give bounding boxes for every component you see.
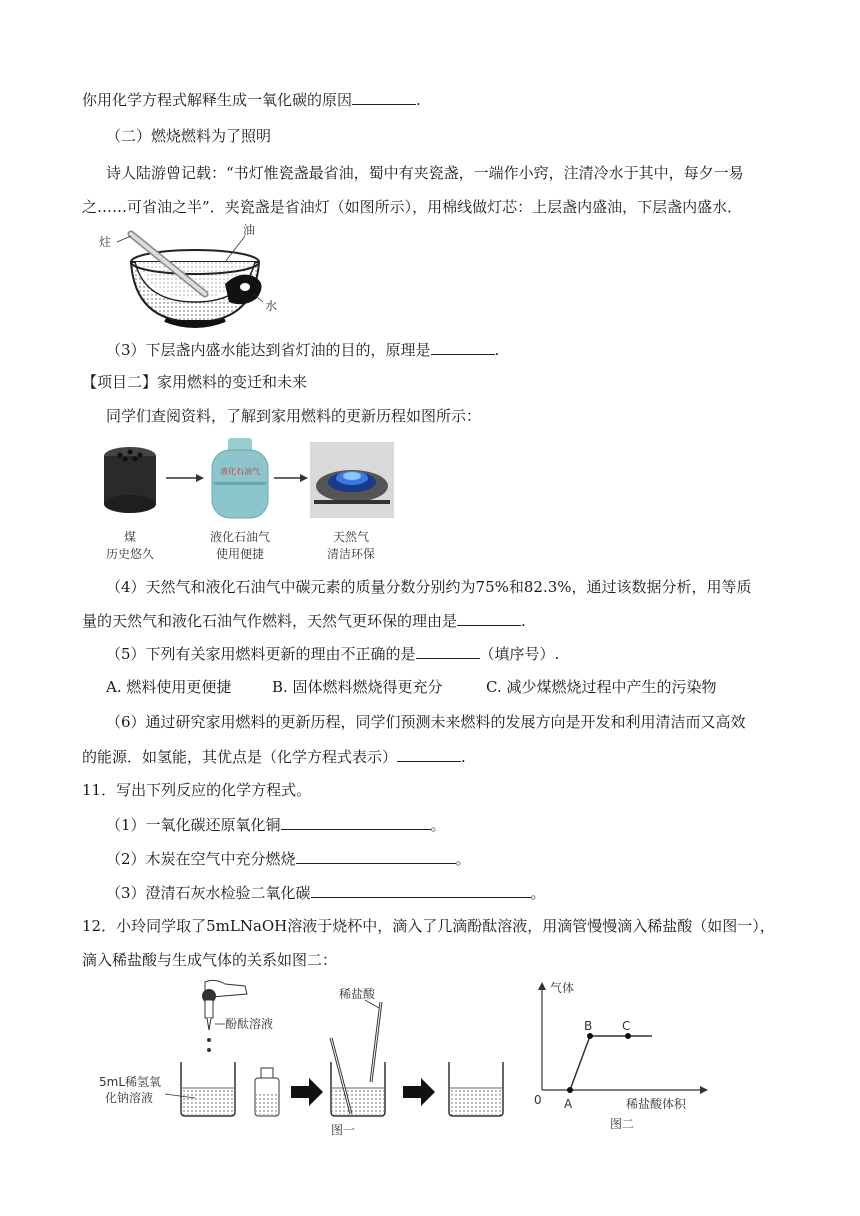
fuel-evolution-figure <box>100 438 400 522</box>
gas-stove-icon <box>310 442 394 518</box>
option-c[interactable]: C. 减少煤燃烧过程中产生的污染物 <box>486 678 717 696</box>
fuel-coal-label: 煤 历史悠久 <box>105 530 154 561</box>
project-2-desc: 同学们查阅资料，了解到家用燃料的更新历程如图所示： <box>106 407 482 425</box>
question-11-1: （1）一氧化碳还原氧化铜 。 <box>106 813 780 836</box>
point-a <box>567 1087 573 1093</box>
fuel-natural-gas-label: 天然气 清洁环保 <box>326 530 375 561</box>
question-5-options <box>106 676 780 698</box>
answer-blank[interactable] <box>416 642 480 659</box>
point-c <box>625 1033 631 1039</box>
answer-blank[interactable] <box>397 745 461 762</box>
label-naoh-line-1: 5mL稀氢氧 <box>99 1075 162 1089</box>
coal-icon <box>104 447 156 513</box>
label-naoh-line-2: 化钠溶液 <box>105 1091 154 1105</box>
poem-line-1: 诗人陆游曾记载：“书灯惟瓷盏最省油，蜀中有夹瓷盏，一端作小窍，注清冷水于其中，每夕一易 <box>106 164 744 182</box>
figure-2-caption: 图二 <box>610 1117 635 1131</box>
question-12-line-2: 滴入稀盐酸与生成气体的关系如图二： <box>82 951 338 969</box>
option-b[interactable]: B. 固体燃料燃烧得更充分 <box>272 678 443 696</box>
arrow-right-icon <box>403 1078 435 1106</box>
question-3: （3）下层盏内盛水能达到省灯油的目的，原理是 . <box>106 338 780 361</box>
label-hcl: 稀盐酸 <box>339 987 376 1001</box>
option-a[interactable]: A. 燃料使用更便捷 <box>106 678 232 696</box>
label-oil: 油 <box>243 223 256 237</box>
point-b <box>587 1033 593 1039</box>
origin-label: 0 <box>534 1093 542 1107</box>
figure-1-experiment <box>95 978 505 1138</box>
answer-blank[interactable] <box>296 847 456 864</box>
figure-1-caption: 图一 <box>331 1123 356 1137</box>
question-5: （5）下列有关家用燃料更新的理由不正确的是 （填序号）. <box>106 642 780 665</box>
answer-blank[interactable] <box>457 609 521 626</box>
answer-blank[interactable] <box>281 813 431 830</box>
y-axis-label: 气体 <box>550 981 575 995</box>
x-axis-label: 稀盐酸体积 <box>626 1097 687 1111</box>
answer-blank[interactable] <box>431 338 495 355</box>
section-heading: （二）燃烧燃料为了照明 <box>106 127 272 145</box>
figure-2-graph <box>530 978 710 1138</box>
gas-tank-icon <box>212 438 268 518</box>
text-line-1: 你用化学方程式解释生成一氧化碳的原因 . <box>82 88 780 111</box>
reagent-bottle-icon <box>255 1068 279 1116</box>
question-11-2: （2）木炭在空气中充分燃烧 。 <box>106 847 780 870</box>
label-water: 水 <box>265 299 278 313</box>
label-zhu: 炷 <box>99 235 112 249</box>
project-2-heading: 【项目二】家用燃料的变迁和未来 <box>82 373 308 391</box>
label-phenolphthalein: 酚酞溶液 <box>225 1017 274 1031</box>
gas-curve <box>570 1036 652 1090</box>
question-6-line-1: （6）通过研究家用燃料的更新历程，同学们预测未来燃料的发展方向是开发和利用清洁而又高效 <box>106 713 746 731</box>
beaker-1 <box>181 1062 235 1116</box>
poem-line-2: 之……可省油之半”．夹瓷盏是省油灯（如图所示），用棉线做灯芯：上层盏内盛油，下层盏内盛水． <box>82 198 743 216</box>
arrow-right-icon <box>291 1078 323 1106</box>
question-6-line-2: 的能源．如氢能，其优点是（化学方程式表示） . <box>82 745 780 768</box>
question-4-line-1: （4）天然气和液化石油气中碳元素的质量分数分别约为75%和82.3%，通过该数据分析，用等质 <box>106 578 752 596</box>
beaker-3 <box>449 1062 503 1116</box>
answer-blank[interactable] <box>352 88 416 105</box>
answer-blank[interactable] <box>311 881 531 898</box>
question-11: 11．写出下列反应的化学方程式。 <box>82 781 312 799</box>
fuel-lpg-label: 液化石油气 使用便捷 <box>209 530 270 561</box>
tank-label: 液化石油气 <box>220 467 260 476</box>
question-4-line-2: 量的天然气和液化石油气作燃料，天然气更环保的理由是 . <box>82 609 780 632</box>
point-a-label: A <box>564 1097 573 1111</box>
point-b-label: B <box>584 1019 593 1033</box>
question-11-3: （3）澄清石灰水检验二氧化碳 。 <box>106 881 780 904</box>
beaker-2 <box>331 1002 385 1116</box>
oil-lamp-figure <box>95 222 295 332</box>
point-c-label: C <box>622 1019 631 1033</box>
question-12-line-1: 12．小玲同学取了5mLNaOH溶液于烧杯中，滴入了几滴酚酞溶液，用滴管慢慢滴入稀盐酸（如图一）， <box>82 917 775 935</box>
